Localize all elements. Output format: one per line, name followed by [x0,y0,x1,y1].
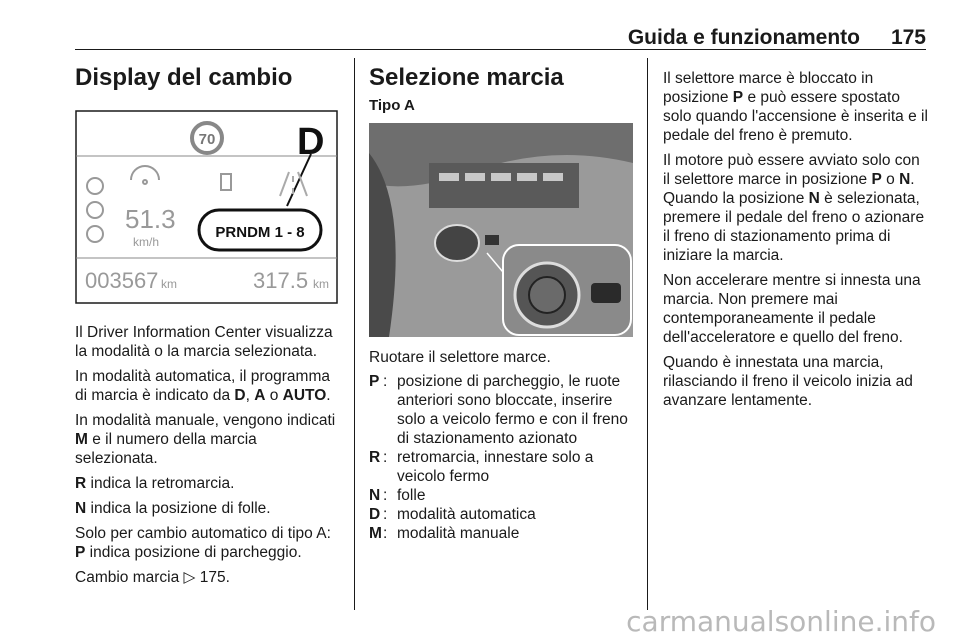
left-column-text [75,323,341,593]
instrument-display-figure [75,110,338,304]
gear-row: R : retromarcia, innestare solo a veicolo fermo [369,449,594,485]
speed-limit-value: 70 [198,131,216,148]
control-panel [429,163,579,208]
page-number: 175 [890,26,926,49]
section-heading-display: Display del cambio [75,64,293,91]
dashboard-p-button [485,235,499,245]
header-rule [75,49,926,50]
column-divider-2 [647,58,648,610]
paragraph: In modalità automatica, il programma di marcia è indicato da D, A o AUTO. [75,368,331,404]
gear-indicator: D [297,121,325,163]
odometer-unit: km [161,277,177,291]
paragraph: R indica la retromarcia. [75,475,235,492]
cross-reference[interactable]: Cambio marcia ▷ 175. [75,569,230,586]
odometer-value: 003567 [85,268,159,293]
paragraph: Quando è innestata una marcia, rilasciando il freno il veicolo inizia ad avanzare lentamente. [663,354,913,409]
right-column-text [663,69,929,416]
gear-row: P : posizione di parcheggio, le ruote anteriori sono bloccate, inserire solo a veicolo fermo e con il freno di stazionamento azionato [369,373,628,447]
photo-caption: Ruotare il selettore marce. [369,349,551,366]
paragraph: Il Driver Information Center visualizza la modalità o la marcia selezionata. [75,324,333,360]
page-ref-icon: ▷ [183,569,196,586]
paragraph: Solo per cambio automatico di tipo A: P indica posizione di parcheggio. [75,525,331,561]
gear-row: D : modalità automatica [369,506,536,523]
speed-unit: km/h [133,235,160,249]
gear-strip-text: PRNDM 1 - 8 [215,224,305,241]
header-title: Guida e funzionamento [627,26,860,49]
gear-selector-photo [369,123,633,337]
panel-buttons [439,173,563,181]
paragraph: Il motore può essere avviato solo con il selettore marce in posizione P o N. Quando la posizione N è selezionata, premere il pedale del freno o azionare il freno di stazionamento prima di iniziare la marcia. [663,152,925,264]
zoom-p-button [591,283,621,303]
paragraph: In modalità manuale, vengono indicati M e il numero della marcia selezionata. [75,412,336,467]
gear-list [369,372,633,543]
speed-value: 51.3 [125,204,176,234]
column-divider-1 [354,58,355,610]
trip-unit: km [313,277,329,291]
trip-value: 317.5 [253,268,309,293]
watermark: carmanualsonline.info [626,605,936,638]
dashboard-selector-knob [435,225,479,261]
gear-row: N : folle [369,487,426,504]
zoom-knob-inner [529,277,565,313]
section-heading-gear-selection: Selezione marcia [369,64,564,91]
subheading-type-a: Tipo A [369,97,415,114]
gear-row: M : modalità manuale [369,525,520,542]
paragraph: Il selettore marce è bloccato in posizione P e può essere spostato solo quando l'accensione è inserita e il pedale del freno è premuto. [663,70,928,144]
paragraph: N indica la posizione di folle. [75,500,271,517]
paragraph: Non accelerare mentre si innesta una marcia. Non premere mai contemporaneamente il pedale dell'acceleratore e quello del freno. [663,272,921,346]
